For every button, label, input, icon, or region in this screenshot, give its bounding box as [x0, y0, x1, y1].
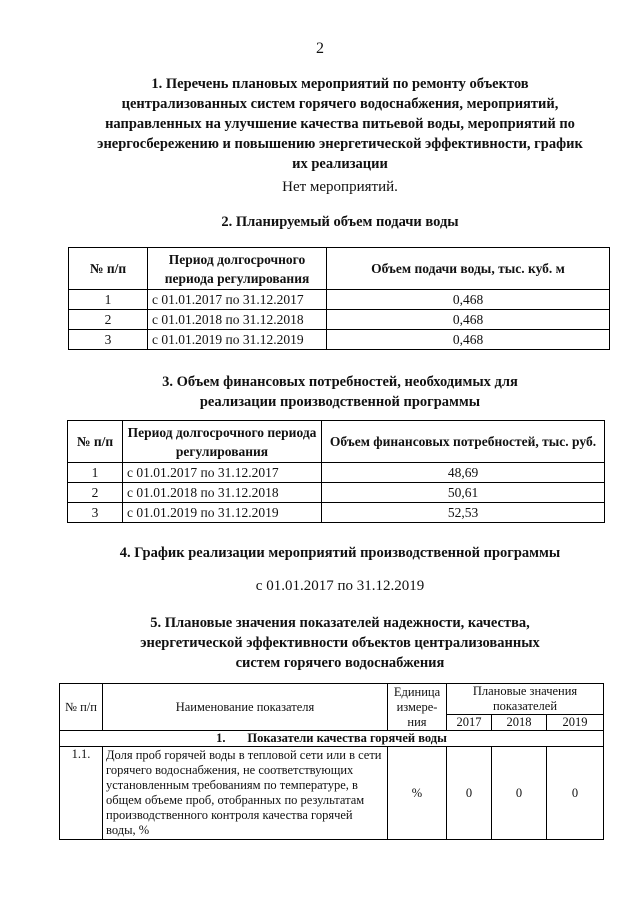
cell-finance: 50,61	[322, 483, 605, 503]
page-number: 2	[316, 40, 324, 57]
cell-num: 1	[68, 463, 123, 483]
cell-unit: %	[388, 747, 447, 840]
cell-volume: 0,468	[327, 310, 610, 330]
cell-period: с 01.01.2018 по 31.12.2018	[148, 310, 327, 330]
cell-value-2017: 0	[447, 747, 492, 840]
group-title	[60, 731, 604, 747]
table-row	[68, 463, 605, 483]
cell-volume: 0,468	[327, 290, 610, 310]
table-group-row	[60, 731, 604, 747]
header-volume: Объем подачи воды, тыс. куб. м	[327, 248, 610, 290]
cell-num: 1	[69, 290, 148, 310]
cell-num: 3	[68, 503, 123, 523]
header-indicator-name: Наименование показателя	[103, 684, 388, 731]
header-unit: Единица измере-ния	[388, 684, 447, 731]
section1-title	[60, 74, 620, 174]
section1-title-line: энергосбережению и повышению энергетической эффективности, график	[97, 136, 583, 152]
section1-title-line: 1. Перечень плановых мероприятий по ремонту объектов	[151, 76, 529, 92]
cell-num: 1.1.	[60, 747, 103, 840]
cell-finance: 48,69	[322, 463, 605, 483]
cell-period: с 01.01.2019 по 31.12.2019	[148, 330, 327, 350]
table-header-row	[69, 248, 610, 290]
section5-title-line: энергетической эффективности объектов централизованных	[140, 635, 540, 651]
section3-title	[60, 372, 620, 412]
section1-title-line: централизованных систем горячего водоснабжения, мероприятий,	[121, 96, 559, 112]
table-row	[60, 747, 604, 840]
header-period: Период долгосрочного периода регулирования	[123, 421, 322, 463]
header-year: 2019	[547, 715, 604, 731]
section5-title-line: систем горячего водоснабжения	[235, 655, 445, 671]
cell-finance: 52,53	[322, 503, 605, 523]
cell-period: с 01.01.2019 по 31.12.2019	[123, 503, 322, 523]
cell-volume: 0,468	[327, 330, 610, 350]
cell-period: с 01.01.2017 по 31.12.2017	[123, 463, 322, 483]
header-num: № п/п	[60, 684, 103, 731]
table-header-row	[60, 684, 604, 715]
table-row	[69, 290, 610, 310]
section3-title-line: реализации производственной программы	[199, 394, 481, 410]
cell-value-2018: 0	[492, 747, 547, 840]
group-number: 1.	[216, 731, 226, 745]
header-period: Период долгосрочного периода регулирования	[148, 248, 327, 290]
section1-note: Нет мероприятий.	[282, 179, 398, 195]
header-num: № п/п	[68, 421, 123, 463]
financial-needs-table	[67, 420, 605, 523]
table-row	[69, 310, 610, 330]
cell-period: с 01.01.2018 по 31.12.2018	[123, 483, 322, 503]
header-plan-values: Плановые значения показателей	[447, 684, 604, 715]
section5-title	[60, 613, 620, 673]
table-header-row	[68, 421, 605, 463]
cell-num: 2	[69, 310, 148, 330]
header-finance: Объем финансовых потребностей, тыс. руб.	[322, 421, 605, 463]
header-year: 2018	[492, 715, 547, 731]
section4-title: 4. График реализации мероприятий производственной программы	[119, 545, 561, 561]
section3-title-line: 3. Объем финансовых потребностей, необходимых для	[162, 374, 518, 390]
section2-title: 2. Планируемый объем подачи воды	[221, 214, 459, 230]
group-title-text: Показатели качества горячей воды	[247, 731, 447, 745]
cell-indicator-name: Доля проб горячей воды в тепловой сети или в сети горячего водоснабжения, не соответствующих установленным требованиям по температуре, в общем объеме проб, отобранных по результатам производственного контроля качества горячей воды, %	[103, 747, 388, 840]
header-num: № п/п	[69, 248, 148, 290]
water-supply-table	[68, 247, 610, 350]
section1-title-line: направленных на улучшение качества питьевой воды, мероприятий по	[105, 116, 575, 132]
cell-num: 2	[68, 483, 123, 503]
table-row	[68, 503, 605, 523]
cell-value-2019: 0	[547, 747, 604, 840]
header-year: 2017	[447, 715, 492, 731]
cell-num: 3	[69, 330, 148, 350]
indicators-table	[59, 683, 604, 840]
table-row	[68, 483, 605, 503]
section4-period: с 01.01.2017 по 31.12.2019	[255, 578, 425, 594]
cell-period: с 01.01.2017 по 31.12.2017	[148, 290, 327, 310]
section1-title-line: их реализации	[292, 156, 388, 172]
section5-title-line: 5. Плановые значения показателей надежности, качества,	[150, 615, 530, 631]
table-row	[69, 330, 610, 350]
